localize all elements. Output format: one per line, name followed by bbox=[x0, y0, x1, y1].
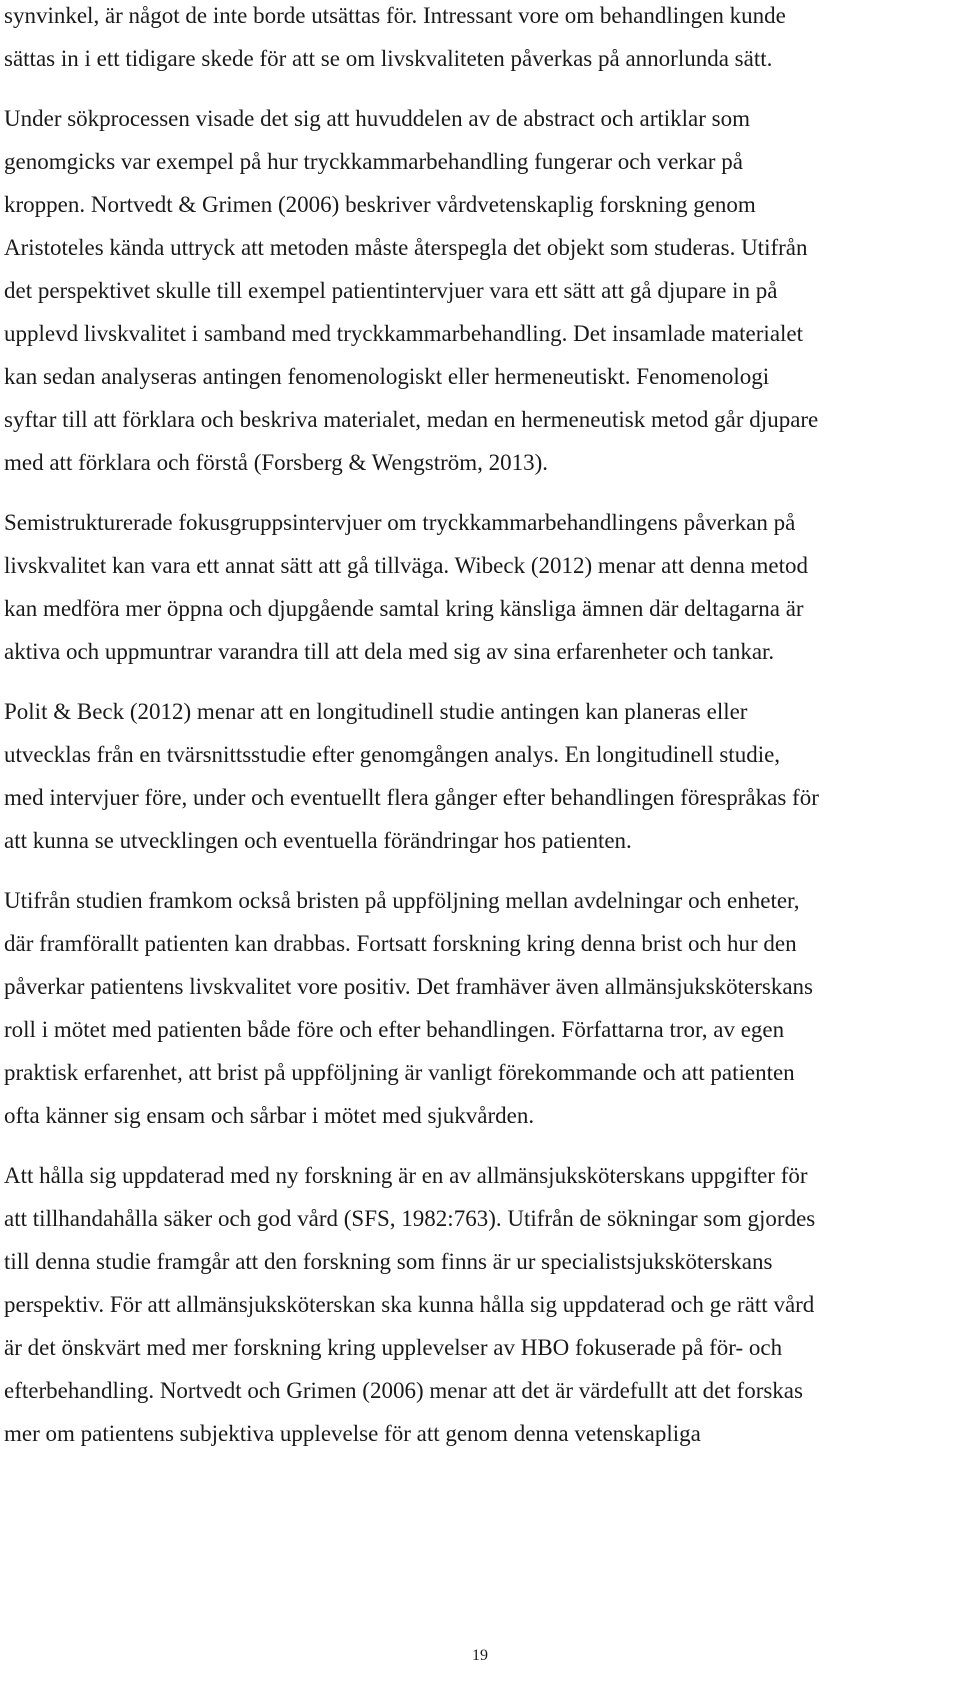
text-line: sättas in i ett tidigare skede för att se om livskvaliteten påverkas på annorlunda sätt. bbox=[4, 46, 773, 71]
text-line: med intervjuer före, under och eventuellt flera gånger efter behandlingen förespråkas för bbox=[4, 785, 819, 810]
text-line: praktisk erfarenhet, att brist på uppföljning är vanligt förekommande och att patienten bbox=[4, 1060, 795, 1085]
text-line: där framförallt patienten kan drabbas. Fortsatt forskning kring denna brist och hur den bbox=[4, 931, 797, 956]
text-line: Utifrån studien framkom också bristen på uppföljning mellan avdelningar och enheter, bbox=[4, 888, 800, 913]
text-line: syftar till att förklara och beskriva materialet, medan en hermeneutisk metod går djupare bbox=[4, 407, 819, 432]
text-line: Semistrukturerade fokusgruppsintervjuer om tryckkammarbehandlingens påverkan på bbox=[4, 510, 796, 535]
text-line: utvecklas från en tvärsnittsstudie efter genomgången analys. En longitudinell studie, bbox=[4, 742, 781, 767]
text-line: Polit & Beck (2012) menar att en longitudinell studie antingen kan planeras eller bbox=[4, 699, 748, 724]
text-line: upplevd livskvalitet i samband med tryckkammarbehandling. Det insamlade materialet bbox=[4, 321, 804, 346]
text-line: genomgicks var exempel på hur tryckkammarbehandling fungerar och verkar på bbox=[4, 149, 743, 174]
text-line: mer om patientens subjektiva upplevelse för att genom denna vetenskapliga bbox=[4, 1421, 701, 1446]
text-line: aktiva och uppmuntrar varandra till att dela med sig av sina erfarenheter och tankar. bbox=[4, 639, 775, 664]
text-line: det perspektivet skulle till exempel patientintervjuer vara ett sätt att gå djupare in på bbox=[4, 278, 778, 303]
text-line: att kunna se utvecklingen och eventuella förändringar hos patienten. bbox=[4, 828, 632, 853]
text-line: roll i mötet med patienten både före och efter behandlingen. Författarna tror, av egen bbox=[4, 1017, 785, 1042]
text-line: till denna studie framgår att den forskning som finns är ur specialistsjuksköterskans bbox=[4, 1249, 773, 1274]
text-line: perspektiv. För att allmänsjuksköterskan ska kunna hålla sig uppdaterad och ge rätt vård bbox=[4, 1292, 815, 1317]
text-line: påverkar patientens livskvalitet vore positiv. Det framhäver även allmänsjuksköterskans bbox=[4, 974, 814, 999]
text-line: livskvalitet kan vara ett annat sätt att gå tillväga. Wibeck (2012) menar att denna metod bbox=[4, 553, 809, 578]
text-line: Att hålla sig uppdaterad med ny forskning är en av allmänsjuksköterskans uppgifter för bbox=[4, 1163, 808, 1188]
text-line: kan sedan analyseras antingen fenomenologiskt eller hermeneutiskt. Fenomenologi bbox=[4, 364, 770, 389]
text-line: med att förklara och förstå (Forsberg & Wengström, 2013). bbox=[4, 450, 549, 475]
text-line: är det önskvärt med mer forskning kring upplevelser av HBO fokuserade på för- och bbox=[4, 1335, 783, 1360]
text-line: Aristoteles kända uttryck att metoden måste återspegla det objekt som studeras. Utifrån bbox=[4, 235, 808, 260]
text-line: att tillhandahålla säker och god vård (SFS, 1982:763). Utifrån de sökningar som gjordes bbox=[4, 1206, 816, 1231]
page-number: 19 bbox=[472, 1647, 488, 1664]
text-line: Under sökprocessen visade det sig att huvuddelen av de abstract och artiklar som bbox=[4, 106, 750, 131]
text-line: ofta känner sig ensam och sårbar i mötet med sjukvården. bbox=[4, 1103, 535, 1128]
text-line: synvinkel, är något de inte borde utsättas för. Intressant vore om behandlingen kunde bbox=[4, 3, 786, 28]
text-line: kan medföra mer öppna och djupgående samtal kring känsliga ämnen där deltagarna är bbox=[4, 596, 804, 621]
text-line: efterbehandling. Nortvedt och Grimen (2006) menar att det är värdefullt att det forskas bbox=[4, 1378, 803, 1403]
text-line: kroppen. Nortvedt & Grimen (2006) beskriver vårdvetenskaplig forskning genom bbox=[4, 192, 756, 217]
